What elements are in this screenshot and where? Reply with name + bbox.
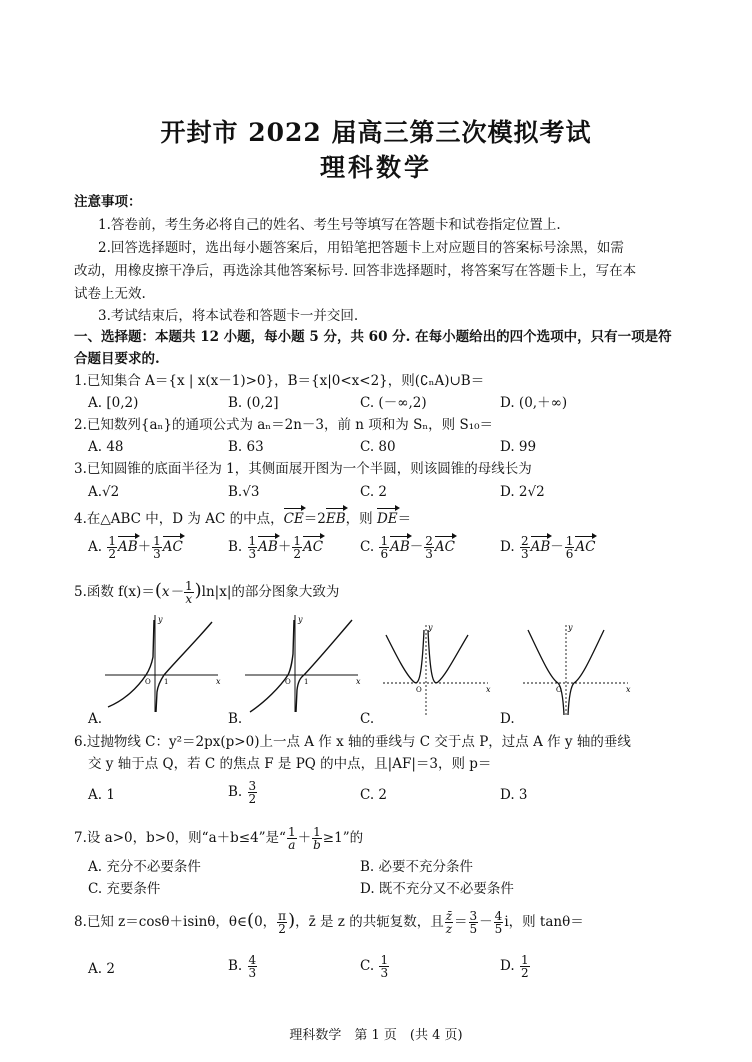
q4-d-vec-ac: AC [575, 539, 596, 555]
q4-b-frac2 [292, 535, 302, 560]
q8-stem-minus: － [479, 914, 493, 930]
q4-c-op: － [409, 539, 424, 555]
num: 1 [184, 579, 193, 593]
q8-option-d [500, 954, 531, 979]
q8-frac-pi [277, 910, 287, 935]
q5-option-d: D. [500, 711, 515, 727]
num: 2 [425, 534, 433, 548]
q5-stem [74, 580, 339, 605]
q7-stem-plus: ＋ [297, 830, 312, 846]
q4-stem-then: ，则 [345, 511, 373, 527]
q7-stem-pre: 7.设 a>0，b>0，则“a＋b≤4”是“ [74, 830, 286, 846]
q6-b-label: B. [228, 784, 243, 800]
q8-paren-open: ( [247, 910, 255, 931]
q4-b-op: ＋ [277, 539, 292, 555]
page-footer: 理科数学 第 1 页 (共 4 页) [289, 1028, 463, 1043]
notice-item-2a: 2.回答选择题时，选出每小题答案后，用铅笔把答题卡上对应题目的答案标号涂黑，如需 [98, 240, 624, 256]
den: 5 [469, 922, 478, 936]
graph-a-origin: O [145, 678, 151, 686]
q8-option-b [228, 954, 258, 979]
q8-paren-close: ) [288, 910, 296, 931]
q6-option-c: C. 2 [360, 787, 388, 803]
q4-stem-pre: 4.在△ABC 中，D 为 AC 的中点， [74, 511, 284, 527]
den: a [288, 838, 296, 852]
q4-c-label: C. [360, 539, 375, 555]
num: 1 [380, 534, 389, 548]
q5-stem-pre: 5.函数 f(x)＝ [74, 584, 155, 600]
q1-option-c: C. (－∞,2) [360, 395, 427, 411]
q8-d-label: D. [500, 958, 515, 974]
den: 6 [380, 547, 389, 561]
num: 2 [520, 534, 529, 548]
q3-stem: 3.已知圆锥的底面半径为 1，其侧面展开图为一个半圆，则该圆锥的母线长为 [74, 461, 532, 477]
graph-d-curve-right [568, 630, 604, 715]
num: 1 [108, 534, 116, 548]
notice-item-2b: 改动，用橡皮擦干净后，再选涂其他答案标号. 回答非选择题时，将答案写在答题卡上，写在本 [74, 263, 637, 279]
notice-item-2c: 试卷上无效. [74, 286, 146, 302]
q5-graph-a [100, 612, 225, 717]
q7-option-d: D. 既不充分又不必要条件 [360, 881, 514, 897]
q8-c-frac [379, 954, 389, 979]
q4-b-vec-ab: AB [258, 539, 278, 555]
q8-frac-45 [494, 910, 504, 935]
q6-b-frac [248, 780, 258, 805]
graph-d-x-label: x [626, 685, 631, 694]
q4-c-vec-ab: AB [390, 539, 410, 555]
num: 1 [287, 825, 296, 839]
q1-option-d: D. (0,＋∞) [500, 395, 568, 411]
q5-paren-open: ( [154, 580, 162, 601]
q4-d-vec-ab: AB [530, 539, 551, 555]
den: 3 [248, 966, 257, 980]
graph-c-curve-left [386, 630, 424, 683]
num: π [278, 909, 287, 923]
q7-stem [74, 826, 363, 851]
graph-b-x-label: x [356, 677, 361, 686]
q8-stem-eq: ＝ [454, 914, 468, 930]
q8-stem-zero: 0， [254, 914, 277, 930]
num: 1 [248, 534, 257, 548]
num: 3 [248, 779, 257, 793]
q4-b-label: B. [228, 539, 243, 555]
q8-stem-mid: ，z̄ 是 z 的共轭复数，且 [295, 914, 444, 930]
q5-paren-close: ) [194, 580, 202, 601]
q6-option-d: D. 3 [500, 787, 528, 803]
q4-a-vec-ac: AC [162, 539, 183, 555]
den: 2 [520, 966, 529, 980]
q4-c-frac2 [424, 535, 434, 560]
q8-option-a: A. 2 [88, 961, 115, 977]
q4-option-a [88, 535, 183, 560]
q8-option-c [360, 954, 390, 979]
q2-option-c: C. 80 [360, 439, 396, 455]
graph-c-curve-right [428, 630, 468, 683]
graph-b-origin: O [285, 678, 291, 686]
den: 3 [520, 547, 529, 561]
q3-option-c: C. 2 [360, 484, 388, 500]
graph-a-curve-left [108, 620, 154, 707]
graph-b-curve-left [250, 620, 294, 712]
q4-vector-eb: EB [325, 511, 346, 527]
graph-a-x-label: x [216, 677, 221, 686]
q6-stem-2: 交 y 轴于点 Q，若 C 的焦点 F 是 PQ 的中点，且|AF|＝3，则 p＝ [88, 756, 492, 772]
num: 1 [153, 534, 161, 548]
num: 1 [313, 825, 321, 839]
q5-graph-b [240, 612, 365, 717]
den: 3 [153, 547, 161, 561]
q6-option-b [228, 780, 258, 805]
q1-stem: 1.已知集合 A＝{x | x(x－1)>0}，B＝{x|0<x<2}，则(∁ₙA)∪B＝ [74, 373, 485, 389]
den: 2 [293, 547, 301, 561]
q5-option-a: A. [88, 711, 103, 727]
den: 2 [278, 922, 286, 936]
den: z [445, 922, 453, 936]
q4-b-vec-ac: AC [302, 539, 324, 555]
q8-stem-pre: 8.已知 z＝cosθ＋isinθ，θ∈ [74, 914, 248, 930]
q4-d-label: D. [500, 539, 515, 555]
notice-heading: 注意事项： [74, 194, 142, 210]
q4-c-frac1 [379, 535, 389, 560]
q8-d-frac [520, 954, 530, 979]
section-heading-a: 一、选择题：本题共 12 小题，每小题 5 分，共 60 分. 在每小题给出的四个选项中，只有一项是符 [74, 329, 672, 345]
q4-option-c [360, 535, 455, 560]
graph-a-curve-right [156, 622, 212, 712]
q4-a-op: ＋ [137, 539, 152, 555]
q8-stem [74, 910, 584, 935]
graph-b-y-label: y [298, 615, 303, 624]
q4-stem-end: ＝ [397, 511, 412, 527]
section-heading-b: 合题目要求的. [74, 351, 160, 367]
q4-stem-mid: ＝2 [303, 511, 326, 527]
graph-d-origin: O [556, 686, 562, 694]
den: 3 [380, 966, 389, 980]
exam-subtitle: 理科数学 [319, 153, 432, 182]
graph-b-tick: 1 [304, 678, 309, 686]
q8-c-label: C. [360, 958, 375, 974]
q4-c-vec-ac: AC [434, 539, 455, 555]
q5-option-b: B. [228, 711, 243, 727]
den: 3 [425, 547, 433, 561]
notice-item-1: 1.答卷前，考生务必将自己的姓名、考生号等填写在答题卡和试卷指定位置上. [98, 217, 561, 233]
q8-b-frac [248, 954, 258, 979]
q4-a-vec-ab: AB [117, 539, 138, 555]
q2-stem: 2.已知数列{aₙ}的通项公式为 aₙ＝2n－3，前 n 项和为 Sₙ，则 S₁₀＝ [74, 417, 494, 433]
q4-a-frac1 [107, 535, 117, 560]
q4-a-label: A. [88, 539, 103, 555]
den: 3 [248, 547, 257, 561]
graph-c-x-label: x [486, 685, 491, 694]
graph-c-origin: O [416, 686, 422, 694]
graph-d-y-label: y [568, 623, 573, 632]
q5-graph-d [518, 620, 633, 717]
q8-b-label: B. [228, 958, 243, 974]
q7-option-b: B. 必要不充分条件 [360, 859, 474, 875]
num: 3 [469, 909, 478, 923]
q4-vector-ce: CE [283, 511, 304, 527]
q7-option-a: A. 充分不必要条件 [88, 859, 201, 875]
q8-frac-35 [469, 910, 479, 935]
notice-item-3: 3.考试结束后，将本试卷和答题卡一并交回. [98, 308, 359, 324]
q1-option-a: A. [0,2) [88, 395, 139, 411]
q7-stem-end: ≥1”的 [322, 830, 364, 846]
q3-option-a: A.√2 [88, 484, 120, 500]
q4-d-frac1 [520, 535, 530, 560]
num: 4 [248, 953, 257, 967]
num: 1 [293, 534, 301, 548]
q4-b-frac1 [248, 535, 258, 560]
q2-option-b: B. 63 [228, 439, 264, 455]
q5-stem-end: ln|x|的部分图象大致为 [201, 584, 340, 600]
den: 2 [248, 792, 257, 806]
exam-title: 开封市 2022 届高三第三次模拟考试 [160, 118, 592, 147]
q2-option-a: A. 48 [88, 439, 124, 455]
q3-option-b: B.√3 [228, 484, 260, 500]
q1-option-b: B. (0,2] [228, 395, 279, 411]
q5-frac [184, 580, 194, 605]
q5-graph-c [378, 620, 493, 717]
graph-b-curve-right [296, 620, 352, 712]
q5-stem-x: x－ [161, 584, 183, 600]
num: 4 [494, 909, 503, 923]
q4-option-d [500, 535, 595, 560]
q4-option-b [228, 535, 323, 560]
num: z̄ [445, 909, 453, 923]
q5-option-c: C. [360, 711, 375, 727]
den: x [185, 592, 193, 606]
q2-option-d: D. 99 [500, 439, 537, 455]
q7-option-c: C. 充要条件 [88, 881, 161, 897]
q4-d-frac2 [565, 535, 575, 560]
q7-frac-b [312, 826, 322, 851]
q7-frac-a [287, 826, 297, 851]
num: 1 [565, 534, 574, 548]
den: 5 [494, 922, 503, 936]
q6-stem-1: 6.过抛物线 C：y²＝2px(p>0)上一点 A 作 x 轴的垂线与 C 交于点 P，过点 A 作 y 轴的垂线 [74, 734, 631, 750]
q8-stem-end: i，则 tanθ＝ [504, 914, 584, 930]
q8-frac-z [445, 910, 453, 935]
q4-d-op: － [550, 539, 564, 555]
num: 1 [380, 953, 389, 967]
graph-a-tick: 1 [164, 678, 169, 686]
den: 2 [108, 547, 116, 561]
q4-vector-de: DE [376, 511, 398, 527]
q3-option-d: D. 2√2 [500, 484, 545, 500]
graph-c-y-label: y [428, 623, 433, 632]
graph-d-curve-left [528, 630, 564, 715]
q4-stem [74, 510, 411, 528]
num: 1 [520, 953, 529, 967]
den: 6 [565, 547, 574, 561]
den: b [313, 838, 321, 852]
graph-a-y-label: y [158, 615, 163, 624]
q4-a-frac2 [152, 535, 162, 560]
q6-option-a: A. 1 [88, 787, 115, 803]
